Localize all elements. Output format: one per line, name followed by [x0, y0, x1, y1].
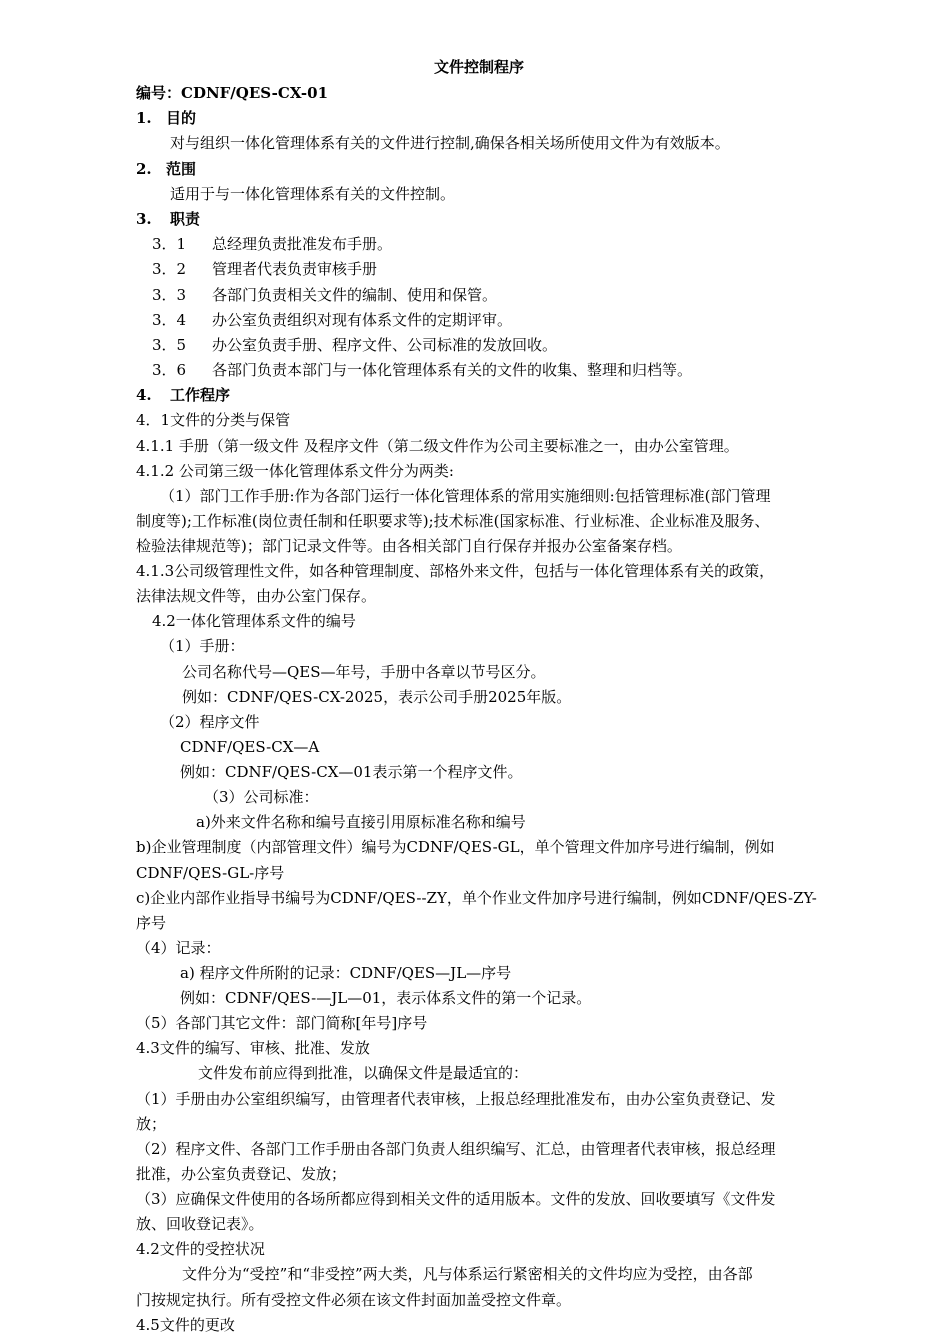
- body-line: （5）各部门其它文件：部门简称[年号]序号: [136, 1014, 428, 1032]
- duty-item-text: 各部门负责相关文件的编制、使用和保管。: [212, 286, 498, 304]
- duty-item-text: 管理者代表负责审核手册: [212, 260, 378, 278]
- section-4-heading: 工作程序: [170, 386, 231, 404]
- body-line: 检验法律规范等)；部门记录文件等。由各相关部门自行保存并报办公室备案存档。: [136, 537, 682, 555]
- body-line: （1）部门工作手册:作为各部门运行一体化管理体系的常用实施细则:包括管理标准(部门管理: [160, 487, 771, 505]
- section-1-text: 对与组织一体化管理体系有关的文件进行控制,确保各相关场所使用文件为有效版本。: [170, 134, 730, 152]
- duty-item-number: 3．1: [152, 235, 187, 253]
- body-line: （3）应确保文件使用的各场所都应得到相关文件的适用版本。文件的发放、回收要填写《文件发: [136, 1190, 776, 1208]
- body-line: 制度等);工作标准(岗位责任制和任职要求等);技术标准(国家标准、行业标准、企业标准及服务、: [136, 512, 770, 530]
- duty-item-number: 3．6: [152, 361, 187, 379]
- body-line: CDNF/QES-GL-序号: [136, 864, 285, 882]
- body-line: （1）手册：: [160, 637, 245, 655]
- body-line: a) 程序文件所附的记录：CDNF/QES—JL—序号: [180, 964, 512, 982]
- section-3-number: 3.: [136, 210, 152, 228]
- duty-item-text: 各部门负责本部门与一体化管理体系有关的文件的收集、整理和归档等。: [212, 361, 693, 379]
- body-line: （3）公司标准：: [204, 788, 319, 806]
- duty-item-number: 3．2: [152, 260, 187, 278]
- section-2-heading: 范围: [166, 160, 197, 178]
- body-line: 4.1.1 手册（第一级文件 及程序文件（第二级文件作为公司主要标准之一，由办公室管理。: [136, 437, 739, 455]
- body-line: 4.2文件的受控状况: [136, 1240, 265, 1258]
- body-line: 放、回收登记表》。: [136, 1215, 264, 1233]
- section-2-text: 适用于与一体化管理体系有关的文件控制。: [170, 185, 456, 203]
- body-line: 例如：CDNF/QES-—JL—01，表示体系文件的第一个记录。: [180, 989, 592, 1007]
- duty-item-number: 3．4: [152, 311, 187, 329]
- body-line: （1）手册由办公室组织编写，由管理者代表审核，上报总经理批准发布，由办公室负责登记、发: [136, 1090, 776, 1108]
- section-2-number: 2.: [136, 160, 152, 178]
- body-line: 4．1文件的分类与保管: [136, 411, 291, 429]
- body-line: 4.1.3公司级管理性文件，如各种管理制度、部格外来文件，包括与一体化管理体系有关的政策，: [136, 562, 775, 580]
- section-3-heading: 职责: [170, 210, 201, 228]
- duty-item-text: 总经理负责批准发布手册。: [212, 235, 393, 253]
- body-line: （4）记录：: [136, 939, 221, 957]
- body-line: （2）程序文件: [160, 713, 260, 731]
- body-line: 公司名称代号—QES—年号，手册中各章以节号区分。: [182, 663, 546, 681]
- body-line: 门按规定执行。所有受控文件必须在该文件封面加盖受控文件章。: [136, 1291, 572, 1309]
- body-line: 序号: [136, 914, 167, 932]
- body-line: 法律法规文件等，由办公室门保存。: [136, 587, 377, 605]
- duty-item-number: 3．3: [152, 286, 187, 304]
- body-line: 4.3文件的编写、审核、批准、发放: [136, 1039, 370, 1057]
- section-1-heading: 目的: [166, 109, 197, 127]
- body-line: 4.5文件的更改: [136, 1316, 235, 1334]
- document-title: 文件控制程序: [433, 58, 524, 76]
- body-line: 文件发布前应得到批准，以确保文件是最适宜的：: [198, 1064, 529, 1082]
- body-line: 4.2一体化管理体系文件的编号: [152, 612, 356, 630]
- duty-item-text: 办公室负责组织对现有体系文件的定期评审。: [212, 311, 513, 329]
- body-line: b)企业管理制度（内部管理文件）编号为CDNF/QES-GL，单个管理文件加序号进行编制，例如: [136, 838, 775, 856]
- body-line: 4.1.2 公司第三级一体化管理体系文件分为两类:: [136, 462, 454, 480]
- document-number: 编号：CDNF/QES-CX-01: [136, 84, 329, 102]
- duty-item-number: 3．5: [152, 336, 187, 354]
- body-line: 例如：CDNF/QES-CX—01表示第一个程序文件。: [180, 763, 523, 781]
- body-line: CDNF/QES-CX—A: [180, 738, 320, 756]
- body-line: 文件分为“受控”和“非受控”两大类，凡与体系运行紧密相关的文件均应为受控，由各部: [182, 1265, 753, 1283]
- duty-item-text: 办公室负责手册、程序文件、公司标准的发放回收。: [212, 336, 558, 354]
- section-1-number: 1.: [136, 109, 152, 127]
- body-line: （2）程序文件、各部门工作手册由各部门负责人组织编写、汇总，由管理者代表审核，报总经理: [136, 1140, 776, 1158]
- body-line: 例如：CDNF/QES-CX-2025，表示公司手册2025年版。: [182, 688, 572, 706]
- body-line: 批准，办公室负责登记、发放；: [136, 1165, 347, 1183]
- body-line: a)外来文件名称和编号直接引用原标准名称和编号: [196, 813, 526, 831]
- section-4-number: 4.: [136, 386, 152, 404]
- body-line: c)企业内部作业指导书编号为CDNF/QES--ZY，单个作业文件加序号进行编制，例如CDNF/QES-ZY-: [136, 889, 817, 907]
- body-line: 放；: [136, 1115, 167, 1133]
